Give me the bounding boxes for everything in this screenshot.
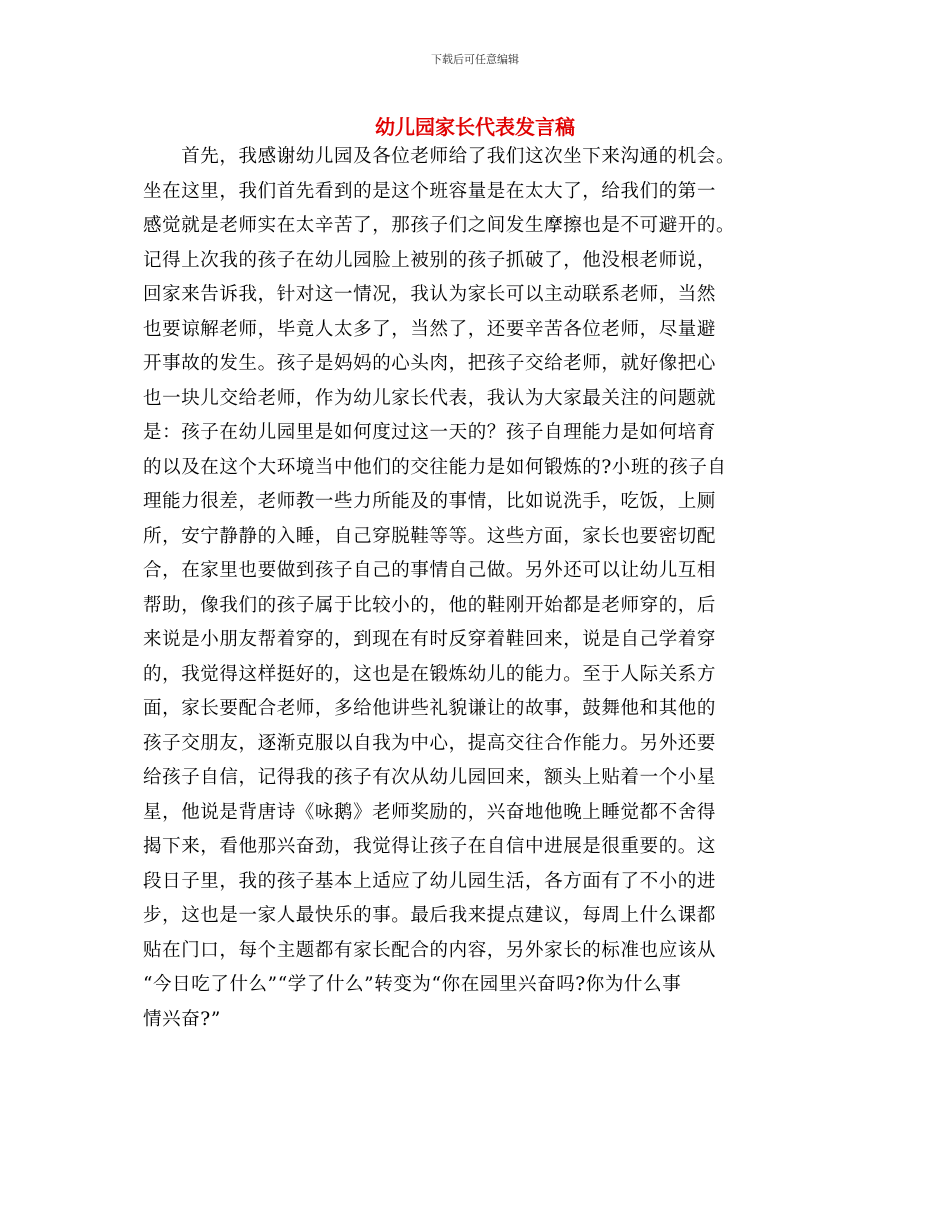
text-line: 回家来告诉我，针对这一情况，我认为家长可以主动联系老师，当然 (143, 284, 717, 305)
page-header-note: 下载后可任意编辑 (431, 53, 519, 66)
text-line: 开事故的发生。孩子是妈妈的心头肉，把孩子交给老师，就好像把心 (143, 353, 717, 374)
text-line: 贴在门口，每个主题都有家长配合的内容，另外家长的标准也应该从 (143, 939, 717, 961)
text-line: 来说是小朋友帮着穿的，到现在有时反穿着鞋回来，说是自己学着穿 (143, 629, 717, 650)
text-line: 星，他说是背唐诗《咏鹅》老师奖励的，兴奋地他晚上睡觉都不舍得 (143, 801, 717, 823)
text-line: 段日子里，我的孩子基本上适应了幼儿园生活，各方面有了不小的进 (143, 870, 717, 892)
text-line: 所，安宁静静的入睡，自己穿脱鞋等等。这些方面，家长也要密切配 (143, 525, 717, 547)
text-line: 也一块儿交给老师，作为幼儿家长代表，我认为大家最关注的问题就 (143, 387, 717, 409)
text-line: 帮助，像我们的孩子属于比较小的，他的鞋刚开始都是老师穿的，后 (143, 594, 717, 616)
text-line: 给孩子自信，记得我的孩子有次从幼儿园回来，额头上贴着一个小星 (143, 767, 717, 788)
text-line: 理能力很差，老师教一些力所能及的事情，比如说洗手，吃饭，上厕 (143, 491, 717, 512)
text-line: 孩子交朋友，逐渐克服以自我为中心，提高交往合作能力。另外还要 (143, 732, 717, 754)
text-line: 也要谅解老师，毕竟人太多了，当然了，还要辛苦各位老师，尽量避 (143, 318, 717, 340)
text-line: 步，这也是一家人最快乐的事。最后我来提点建议，每周上什么课都 (143, 905, 717, 926)
text-line: 首先，我感谢幼儿园及各位老师给了我们这次坐下来沟通的机会。 (143, 146, 736, 167)
body-paragraph (143, 140, 813, 1037)
document-title: 幼儿园家长代表发言稿 (375, 115, 575, 139)
text-line: 揭下来，看他那兴奋劲，我觉得让孩子在自信中进展是很重要的。这 (143, 836, 717, 857)
text-line: “今日吃了什么”“学了什么”转变为“你在园里兴奋吗?你为什么事 (143, 974, 682, 995)
text-line: 记得上次我的孩子在幼儿园脸上被别的孩子抓破了，他没根老师说， (143, 249, 717, 271)
text-line: 情兴奋?” (143, 1008, 221, 1030)
text-line: 是：孩子在幼儿园里是如何度过这一天的？孩子自理能力是如何培育 (143, 422, 717, 443)
text-line: 的以及在这个大环境当中他们的交往能力是如何锻炼的?小班的孩子自 (143, 456, 727, 478)
text-line: 的，我觉得这样挺好的，这也是在锻炼幼儿的能力。至于人际关系方 (143, 663, 717, 685)
text-line: 面，家长要配合老师，多给他讲些礼貌谦让的故事，鼓舞他和其他的 (143, 698, 717, 719)
text-line: 感觉就是老师实在太辛苦了，那孩子们之间发生摩擦也是不可避开的。 (143, 215, 736, 236)
text-line: 坐在这里，我们首先看到的是这个班容量是在太大了，给我们的第一 (143, 180, 717, 202)
text-line: 合，在家里也要做到孩子自己的事情自己做。另外还可以让幼儿互相 (143, 560, 717, 581)
